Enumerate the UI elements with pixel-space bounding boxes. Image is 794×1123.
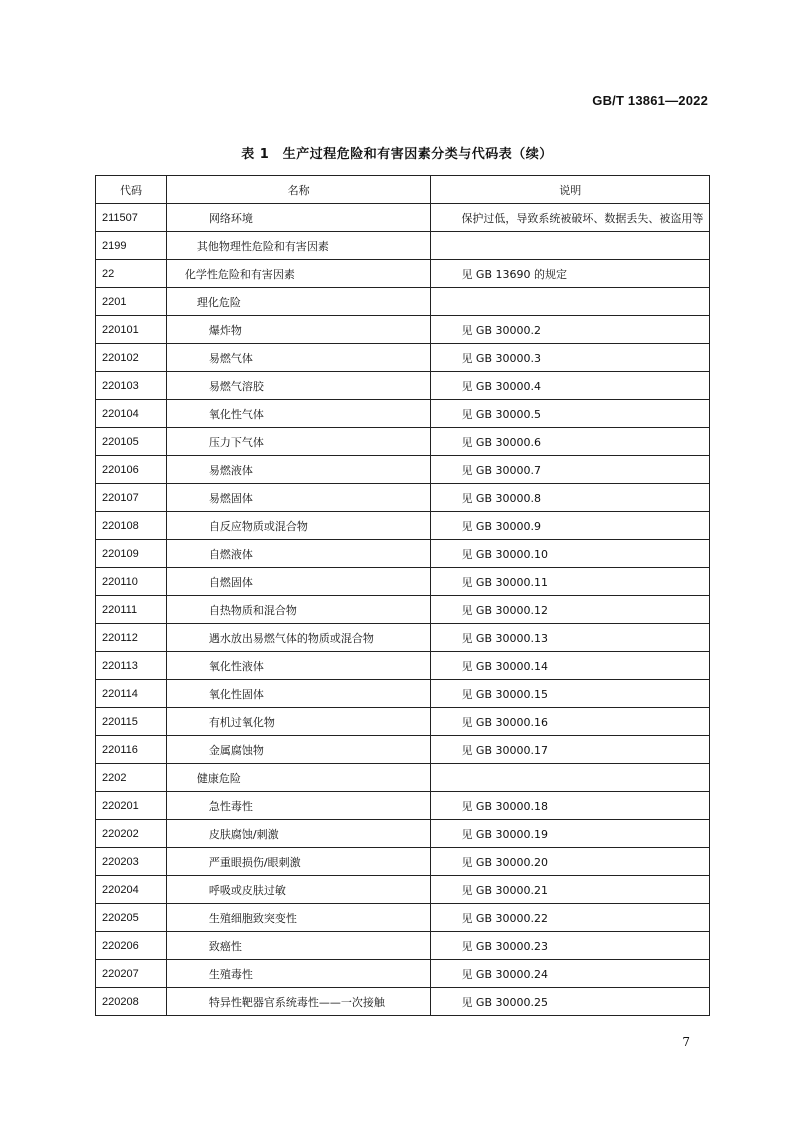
table-row [96, 876, 710, 904]
table-row [96, 232, 710, 260]
cell-name: 生殖细胞致突变性 [166, 904, 431, 932]
cell-code: 2201 [96, 288, 167, 316]
cell-description [431, 764, 710, 792]
cell-code: 2202 [96, 764, 167, 792]
cell-code: 220204 [96, 876, 167, 904]
cell-code: 220105 [96, 428, 167, 456]
table-row [96, 988, 710, 1016]
cell-name: 自反应物质或混合物 [166, 512, 431, 540]
cell-description: 保护过低，导致系统被破坏、数据丢失、被盗用等 [431, 204, 710, 232]
table-row [96, 456, 710, 484]
cell-description: 见 GB 30000.19 [431, 820, 710, 848]
cell-name: 易燃液体 [166, 456, 431, 484]
table-row [96, 512, 710, 540]
cell-description: 见 GB 30000.10 [431, 540, 710, 568]
cell-name: 网络环境 [166, 204, 431, 232]
table-row [96, 736, 710, 764]
page-number: 7 [682, 1035, 690, 1049]
cell-name: 生殖毒性 [166, 960, 431, 988]
cell-name: 特异性靶器官系统毒性——一次接触 [166, 988, 431, 1016]
cell-code: 211507 [96, 204, 167, 232]
table-row [96, 372, 710, 400]
cell-code: 220206 [96, 932, 167, 960]
cell-name: 压力下气体 [166, 428, 431, 456]
cell-name: 健康危险 [166, 764, 431, 792]
cell-description: 见 GB 13690 的规定 [431, 260, 710, 288]
cell-name: 化学性危险和有害因素 [166, 260, 431, 288]
table-row [96, 344, 710, 372]
cell-name: 遇水放出易燃气体的物质或混合物 [166, 624, 431, 652]
table-row [96, 680, 710, 708]
cell-description: 见 GB 30000.8 [431, 484, 710, 512]
table-row [96, 540, 710, 568]
cell-code: 220202 [96, 820, 167, 848]
cell-name: 自燃固体 [166, 568, 431, 596]
cell-name: 爆炸物 [166, 316, 431, 344]
cell-description: 见 GB 30000.15 [431, 680, 710, 708]
cell-name: 易燃固体 [166, 484, 431, 512]
cell-code: 220102 [96, 344, 167, 372]
cell-code: 220108 [96, 512, 167, 540]
cell-code: 220203 [96, 848, 167, 876]
cell-code: 220114 [96, 680, 167, 708]
table-row [96, 484, 710, 512]
table-header-row [96, 176, 710, 204]
table-title: 表 1 生产过程危险和有害因素分类与代码表（续） [241, 147, 553, 162]
cell-description: 见 GB 30000.12 [431, 596, 710, 624]
cell-description: 见 GB 30000.2 [431, 316, 710, 344]
cell-code: 220104 [96, 400, 167, 428]
cell-description: 见 GB 30000.22 [431, 904, 710, 932]
cell-description: 见 GB 30000.21 [431, 876, 710, 904]
header-code: 代码 [96, 176, 167, 204]
cell-code: 220201 [96, 792, 167, 820]
cell-description: 见 GB 30000.7 [431, 456, 710, 484]
cell-description: 见 GB 30000.25 [431, 988, 710, 1016]
cell-name: 金属腐蚀物 [166, 736, 431, 764]
cell-code: 220103 [96, 372, 167, 400]
cell-name: 氧化性液体 [166, 652, 431, 680]
cell-code: 220107 [96, 484, 167, 512]
cell-code: 22 [96, 260, 167, 288]
cell-name: 致癌性 [166, 932, 431, 960]
table-row [96, 400, 710, 428]
cell-description: 见 GB 30000.11 [431, 568, 710, 596]
cell-name: 易燃气溶胶 [166, 372, 431, 400]
table-row [96, 820, 710, 848]
cell-code: 220116 [96, 736, 167, 764]
cell-name: 皮肤腐蚀/刺激 [166, 820, 431, 848]
cell-code: 220208 [96, 988, 167, 1016]
table-row [96, 652, 710, 680]
cell-code: 220113 [96, 652, 167, 680]
cell-code: 220101 [96, 316, 167, 344]
cell-code: 220109 [96, 540, 167, 568]
cell-name: 严重眼损伤/眼刺激 [166, 848, 431, 876]
cell-description: 见 GB 30000.23 [431, 932, 710, 960]
cell-name: 氧化性固体 [166, 680, 431, 708]
table-row [96, 624, 710, 652]
cell-code: 220110 [96, 568, 167, 596]
table-row [96, 428, 710, 456]
cell-description: 见 GB 30000.18 [431, 792, 710, 820]
cell-name: 自燃液体 [166, 540, 431, 568]
cell-name: 呼吸或皮肤过敏 [166, 876, 431, 904]
cell-name: 有机过氧化物 [166, 708, 431, 736]
table-row [96, 316, 710, 344]
cell-code: 220111 [96, 596, 167, 624]
cell-description: 见 GB 30000.3 [431, 344, 710, 372]
cell-code: 220106 [96, 456, 167, 484]
cell-description: 见 GB 30000.17 [431, 736, 710, 764]
standard-code: GB/T 13861—2022 [592, 93, 708, 108]
table-row [96, 932, 710, 960]
table-row [96, 596, 710, 624]
cell-name: 自热物质和混合物 [166, 596, 431, 624]
cell-description: 见 GB 30000.13 [431, 624, 710, 652]
cell-code: 220112 [96, 624, 167, 652]
cell-name: 其他物理性危险和有害因素 [166, 232, 431, 260]
cell-description: 见 GB 30000.4 [431, 372, 710, 400]
table-row [96, 288, 710, 316]
table-row [96, 764, 710, 792]
hazard-code-table [95, 175, 710, 1016]
cell-description: 见 GB 30000.20 [431, 848, 710, 876]
cell-description: 见 GB 30000.6 [431, 428, 710, 456]
cell-description [431, 232, 710, 260]
cell-description: 见 GB 30000.9 [431, 512, 710, 540]
table-row [96, 792, 710, 820]
cell-code: 220207 [96, 960, 167, 988]
cell-code: 2199 [96, 232, 167, 260]
table-row [96, 960, 710, 988]
table-row [96, 204, 710, 232]
table-row [96, 904, 710, 932]
cell-name: 急性毒性 [166, 792, 431, 820]
cell-code: 220115 [96, 708, 167, 736]
cell-code: 220205 [96, 904, 167, 932]
cell-description: 见 GB 30000.16 [431, 708, 710, 736]
header-description: 说明 [431, 176, 710, 204]
table-row [96, 848, 710, 876]
table-row [96, 260, 710, 288]
cell-description: 见 GB 30000.5 [431, 400, 710, 428]
cell-name: 易燃气体 [166, 344, 431, 372]
cell-description: 见 GB 30000.14 [431, 652, 710, 680]
cell-name: 理化危险 [166, 288, 431, 316]
cell-description [431, 288, 710, 316]
cell-name: 氧化性气体 [166, 400, 431, 428]
cell-description: 见 GB 30000.24 [431, 960, 710, 988]
table-row [96, 708, 710, 736]
table-row [96, 568, 710, 596]
header-name: 名称 [166, 176, 431, 204]
table-body [96, 204, 710, 1016]
